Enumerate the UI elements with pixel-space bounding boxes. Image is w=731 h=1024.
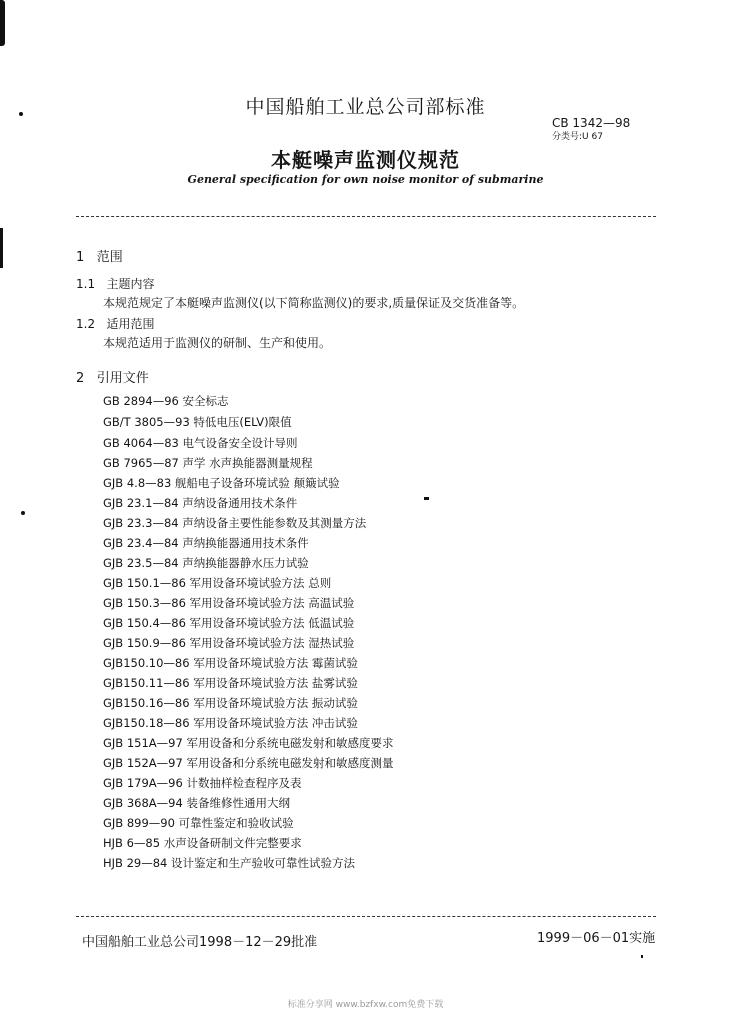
reference-item: GB/T 3805—93 特低电压(ELV)限值 bbox=[103, 415, 292, 429]
reference-item: GJB 368A—94 装备维修性通用大纲 bbox=[103, 796, 290, 810]
section-1-2-heading bbox=[76, 315, 155, 332]
scan-edge-mark bbox=[0, 0, 5, 46]
classification-number: 分类号:U 67 bbox=[552, 132, 603, 142]
header-divider bbox=[76, 216, 656, 217]
reference-item: GB 4064—83 电气设备安全设计导则 bbox=[103, 436, 298, 450]
implementation-date: 1999－06－01实施 bbox=[537, 931, 656, 946]
reference-item: GJB 23.1—84 声纳设备通用技术条件 bbox=[103, 496, 298, 510]
section-1-1-heading bbox=[76, 275, 155, 292]
reference-item: GJB150.16—86 军用设备环境试验方法 振动试验 bbox=[103, 696, 358, 710]
document-title-english: General specification for own noise monitor of submarine bbox=[187, 173, 544, 186]
section-1-1-text: 本规范规定了本艇噪声监测仪(以下简称监测仪)的要求,质量保证及交货准备等。 bbox=[103, 296, 525, 310]
section-1-heading bbox=[76, 246, 123, 265]
scan-dot bbox=[21, 511, 25, 515]
reference-item: GB 7965—87 声学 水声换能器测量规程 bbox=[103, 456, 313, 470]
section-title: 适用范围 bbox=[106, 317, 155, 331]
reference-item: GJB 150.4—86 军用设备环境试验方法 低温试验 bbox=[103, 616, 355, 630]
standard-number: CB 1342—98 bbox=[552, 116, 631, 130]
organization-heading: 中国船舶工业总公司部标准 bbox=[245, 96, 486, 118]
reference-item: GJB 150.9—86 军用设备环境试验方法 湿热试验 bbox=[103, 636, 355, 650]
scan-dot bbox=[424, 497, 429, 500]
standard-number-block bbox=[552, 116, 630, 144]
scan-edge-mark bbox=[0, 228, 3, 268]
reference-item: GJB 23.5—84 声纳换能器静水压力试验 bbox=[103, 556, 309, 570]
section-title: 范围 bbox=[96, 250, 123, 265]
section-number: 1 bbox=[76, 250, 85, 265]
section-number: 1.1 bbox=[76, 277, 96, 291]
section-title: 引用文件 bbox=[96, 371, 149, 386]
reference-item: GJB 151A—97 军用设备和分系统电磁发射和敏感度要求 bbox=[103, 736, 394, 750]
section-title: 主题内容 bbox=[106, 277, 155, 291]
scan-dot bbox=[641, 955, 643, 958]
footer-divider bbox=[76, 916, 656, 917]
reference-item: GB 2894—96 安全标志 bbox=[103, 394, 229, 408]
document-title: 本艇噪声监测仪规范 bbox=[271, 148, 460, 172]
reference-item: GJB150.11—86 军用设备环境试验方法 盐雾试验 bbox=[103, 676, 358, 690]
section-number: 2 bbox=[76, 371, 85, 386]
reference-item: GJB 150.1—86 军用设备环境试验方法 总则 bbox=[103, 576, 332, 590]
reference-item: GJB 899—90 可靠性鉴定和验收试验 bbox=[103, 816, 294, 830]
reference-item: GJB150.18—86 军用设备环境试验方法 冲击试验 bbox=[103, 716, 358, 730]
section-2-heading bbox=[76, 367, 149, 386]
reference-item: GJB 150.3—86 军用设备环境试验方法 高温试验 bbox=[103, 596, 355, 610]
reference-item: GJB 23.3—84 声纳设备主要性能参数及其测量方法 bbox=[103, 516, 367, 530]
approval-line: 中国船舶工业总公司1998－12－29批准 bbox=[82, 935, 318, 950]
watermark: 标准分享网 www.bzfxw.com免费下载 bbox=[287, 1000, 444, 1010]
reference-item: GJB 23.4—84 声纳换能器通用技术条件 bbox=[103, 536, 309, 550]
reference-item: HJB 29—84 设计鉴定和生产验收可靠性试验方法 bbox=[103, 856, 356, 870]
reference-item: GJB 4.8—83 舰船电子设备环境试验 颠簸试验 bbox=[103, 476, 340, 490]
reference-item: GJB150.10—86 军用设备环境试验方法 霉菌试验 bbox=[103, 656, 358, 670]
section-number: 1.2 bbox=[76, 317, 96, 331]
reference-item: GJB 152A—97 军用设备和分系统电磁发射和敏感度测量 bbox=[103, 756, 394, 770]
reference-item: GJB 179A—96 计数抽样检查程序及表 bbox=[103, 776, 302, 790]
section-1-2-text: 本规范适用于监测仪的研制、生产和使用。 bbox=[103, 336, 332, 350]
reference-item: HJB 6—85 水声设备研制文件完整要求 bbox=[103, 836, 302, 850]
